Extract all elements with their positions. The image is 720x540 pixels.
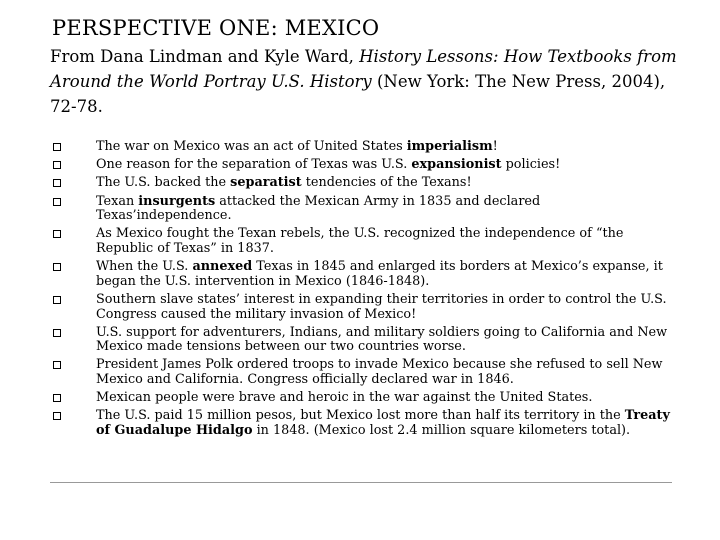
citation-lead: From Dana Lindman and Kyle Ward, xyxy=(50,47,360,66)
list-item: One reason for the separation of Texas was U.S. expansionist policies! xyxy=(50,158,670,173)
bottom-divider xyxy=(50,482,672,483)
list-item: As Mexico fought the Texan rebels, the U.S. recognized the independence of “the Republic of Texas” in 1837. xyxy=(50,227,670,256)
citation-book-title: History Lessons: How Textbooks from Around the World Portray U.S. History xyxy=(50,47,677,91)
square-bullet-icon xyxy=(53,329,61,337)
square-bullet-icon xyxy=(53,198,61,206)
square-bullet-icon xyxy=(53,394,61,402)
square-bullet-icon xyxy=(53,161,61,169)
square-bullet-icon xyxy=(53,263,61,271)
source-citation xyxy=(50,44,690,119)
square-bullet-icon xyxy=(53,179,61,187)
list-item: Mexican people were brave and heroic in the war against the United States. xyxy=(50,391,670,406)
slide-title: PERSPECTIVE ONE: MEXICO xyxy=(52,16,380,40)
bullet-list xyxy=(50,140,670,442)
square-bullet-icon xyxy=(53,412,61,420)
square-bullet-icon xyxy=(53,230,61,238)
square-bullet-icon xyxy=(53,143,61,151)
square-bullet-icon xyxy=(53,361,61,369)
list-item: The U.S. paid 15 million pesos, but Mexico lost more than half its territory in the Treaty of Guadalupe Hidalgo in 1848. (Mexico lost 2.4 million square kilometers total). xyxy=(50,409,670,438)
list-item: Texan insurgents attacked the Mexican Army in 1835 and declared Texas’independence. xyxy=(50,195,670,224)
list-item: President James Polk ordered troops to invade Mexico because she refused to sell New Mexico and California. Congress officially declared war in 1846. xyxy=(50,358,670,387)
list-item: U.S. support for adventurers, Indians, and military soldiers going to California and New Mexico made tensions between our two countries worse. xyxy=(50,326,670,355)
list-item: The U.S. backed the separatist tendencies of the Texans! xyxy=(50,176,670,191)
list-item: The war on Mexico was an act of United States imperialism! xyxy=(50,140,670,155)
list-item: Southern slave states’ interest in expanding their territories in order to control the U.S. Congress caused the military invasion of Mexico! xyxy=(50,293,670,322)
list-item: When the U.S. annexed Texas in 1845 and enlarged its borders at Mexico’s expanse, it began the U.S. intervention in Mexico (1846-1848). xyxy=(50,260,670,289)
square-bullet-icon xyxy=(53,296,61,304)
citation-publication: (New York: The New Press, 2004), 72-78. xyxy=(50,72,666,116)
